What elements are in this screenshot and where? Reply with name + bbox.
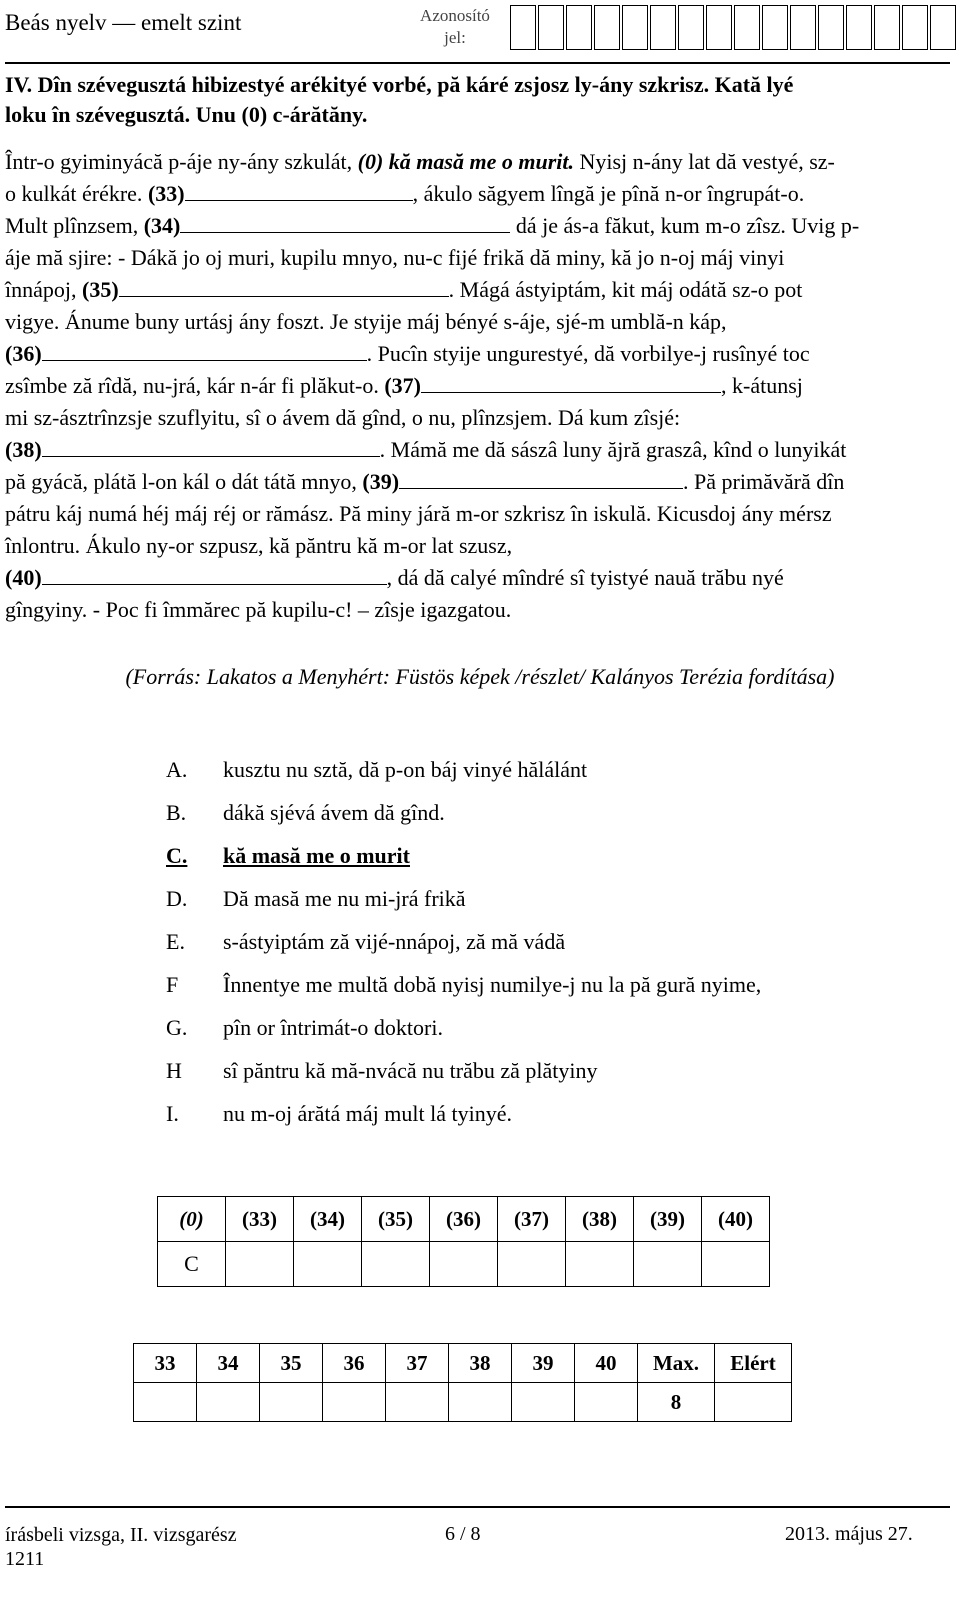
answer-cell-0: C — [158, 1242, 226, 1287]
answer-cell-37[interactable] — [498, 1242, 566, 1287]
id-box[interactable] — [678, 5, 704, 50]
header-rule — [5, 62, 950, 64]
id-box[interactable] — [510, 5, 536, 50]
score-cell-39[interactable] — [512, 1383, 575, 1422]
gap-33-label: (33) — [147, 181, 185, 206]
id-box[interactable] — [790, 5, 816, 50]
option-c: C. kă masă me o murit — [166, 843, 410, 868]
score-cell-40[interactable] — [575, 1383, 638, 1422]
answer-header-0: (0) — [158, 1197, 226, 1242]
id-box[interactable] — [818, 5, 844, 50]
score-cell-33[interactable] — [134, 1383, 197, 1422]
id-box[interactable] — [734, 5, 760, 50]
gap-33-blank[interactable] — [185, 178, 413, 201]
passage-line-15: gîngyiny. - Poc fi îmmărec pă kupilu-c! – zîsje igazgatou. — [5, 597, 512, 622]
answer-cell-38[interactable] — [566, 1242, 634, 1287]
score-cell-36[interactable] — [323, 1383, 386, 1422]
answer-table — [157, 1196, 770, 1287]
footer-code: 1211 — [5, 1548, 45, 1570]
option-e: E. s-ástyiptám ză vijé-nnápoj, ză mă vádă — [166, 929, 566, 954]
gap-35-label: (35) — [82, 277, 119, 302]
option-i: I. nu m-oj árătá máj mult lá tyinyé. — [166, 1101, 512, 1126]
footer-exam-name: írásbeli vizsga, II. vizsgarész — [5, 1524, 237, 1546]
passage-line-3: Mult plînzsem, (34) dá je ás-a făkut, kum m-o zîsz. Uvig p- — [5, 210, 955, 242]
answer-cell-34[interactable] — [294, 1242, 362, 1287]
passage-line-5: înnápoj, (35) . Mágá ástyiptám, kit máj odátă sz-o pot — [5, 274, 955, 306]
answer-header-38: (38) — [566, 1197, 634, 1242]
passage-line-9: mi sz-ásztrînzsje szuflyitu, sî o ávem dă gînd, o nu, plînzsjem. Dá kum zîsjé: — [5, 405, 681, 430]
gap-36-blank[interactable] — [42, 338, 367, 361]
passage-line-4: áje mă sjire: - Dákă jo oj muri, kupilu mnyo, nu-c fijé frikă dă miny, kă jo n-oj máj vinyi — [5, 245, 785, 270]
gap-39-blank[interactable] — [399, 466, 683, 489]
answer-header-39: (39) — [634, 1197, 702, 1242]
passage-line-12: pátru káj numá héj máj réj or rămász. Pă miny járă m-or szkrisz în iskulă. Kicusdoj ány mérsz — [5, 501, 832, 526]
id-box[interactable] — [594, 5, 620, 50]
gap-37-label: (37) — [384, 373, 421, 398]
score-header-37: 37 — [386, 1344, 449, 1383]
gap-35-blank[interactable] — [119, 274, 449, 297]
gap-37-blank[interactable] — [421, 370, 721, 393]
score-header-33: 33 — [134, 1344, 197, 1383]
answer-cell-33[interactable] — [226, 1242, 294, 1287]
task-title — [5, 70, 955, 130]
answer-table-answer-row — [158, 1242, 770, 1287]
score-table — [133, 1343, 792, 1422]
passage-line-2: o kulkát érékre. (33) , ákulo săgyem lîngă je pînă n-or îngrupát-o. — [5, 178, 955, 210]
id-box[interactable] — [538, 5, 564, 50]
id-box[interactable] — [650, 5, 676, 50]
score-header-achieved: Elért — [715, 1344, 792, 1383]
score-header-38: 38 — [449, 1344, 512, 1383]
score-cell-35[interactable] — [260, 1383, 323, 1422]
passage-line-11: pă gyácă, plátă l-on kál o dát tátă mnyo, (39) . Pă primăvără dîn — [5, 466, 955, 498]
option-h: H sî păntru kă mă-nvácă nu trăbu ză plătyiny — [166, 1058, 598, 1083]
answer-cell-39[interactable] — [634, 1242, 702, 1287]
answer-cell-35[interactable] — [362, 1242, 430, 1287]
gap-40-label: (40) — [5, 565, 42, 590]
gap-38-label: (38) — [5, 437, 42, 462]
option-f: F Înnentye me multă dobă nyisj numilye-j nu la pă gură nyime, — [166, 972, 762, 997]
score-cell-37[interactable] — [386, 1383, 449, 1422]
footer-date: 2013. május 27. — [785, 1523, 913, 1545]
id-label: Azonosító jel: — [420, 6, 490, 47]
passage-line-10: (38) . Mámă me dă sászâ luny ăjră graszâ, kînd o lunyikát — [5, 434, 955, 466]
option-b: B. dákă sjévá ávem dă gînd. — [166, 800, 445, 825]
id-boxes — [510, 5, 958, 50]
passage-line-8: zsîmbe ză rîdă, nu-jrá, kár n-ár fi plăkut-o. (37) , k-átunsj — [5, 370, 955, 402]
score-header-39: 39 — [512, 1344, 575, 1383]
id-box[interactable] — [846, 5, 872, 50]
passage-line-13: înlontru. Ákulo ny-or szpusz, kă păntru kă m-or lat szusz, — [5, 533, 513, 558]
option-d: D. Dă masă me nu mi-jrá frikă — [166, 886, 466, 911]
id-box[interactable] — [762, 5, 788, 50]
id-box[interactable] — [622, 5, 648, 50]
score-header-40: 40 — [575, 1344, 638, 1383]
passage-line-7: (36) . Pucîn styije ungurestyé, dă vorbilye-j rusînyé toc — [5, 338, 955, 370]
answer-header-33: (33) — [226, 1197, 294, 1242]
answer-cell-36[interactable] — [430, 1242, 498, 1287]
answer-header-36: (36) — [430, 1197, 498, 1242]
gap-40-blank[interactable] — [42, 562, 387, 585]
score-table-value-row — [134, 1383, 792, 1422]
id-box[interactable] — [566, 5, 592, 50]
task-title-line-2: loku în szévegusztá. Unu (0) c-árătăny. — [5, 102, 368, 127]
answer-header-35: (35) — [362, 1197, 430, 1242]
task-title-line-1: IV. Dîn szévegusztá hibizestyé arékityé vorbé, pă káré zsjosz ly-ány szkrisz. Kată lyé — [5, 72, 794, 97]
score-header-max: Max. — [638, 1344, 715, 1383]
answer-header-34: (34) — [294, 1197, 362, 1242]
score-cell-34[interactable] — [197, 1383, 260, 1422]
source-citation: (Forrás: Lakatos a Menyhért: Füstös képek /részlet/ Kalányos Terézia fordítása) — [125, 664, 835, 689]
passage-line-14: (40) , dá dă calyé mîndré sî tyistyé nauă trăbu nyé — [5, 562, 955, 594]
gap-36-label: (36) — [5, 341, 42, 366]
answer-header-37: (37) — [498, 1197, 566, 1242]
id-box[interactable] — [706, 5, 732, 50]
score-header-36: 36 — [323, 1344, 386, 1383]
header-title: Beás nyelv — emelt szint — [5, 10, 242, 35]
passage-line-1: Într-o gyiminyácă p-áje ny-ány szkulát, (0) kă masă me o murit. Nyisj n-ány lat dă vestyé, sz- — [5, 149, 835, 174]
answer-header-40: (40) — [702, 1197, 770, 1242]
footer-rule — [5, 1506, 950, 1508]
score-header-34: 34 — [197, 1344, 260, 1383]
option-g: G. pîn or întrimát-o doktori. — [166, 1015, 443, 1040]
answer-cell-40[interactable] — [702, 1242, 770, 1287]
answer-table-header-row — [158, 1197, 770, 1242]
footer-page-number: 6 / 8 — [445, 1523, 481, 1545]
gap-34-blank[interactable] — [180, 210, 510, 233]
gap-39-label: (39) — [362, 469, 400, 494]
gap-38-blank[interactable] — [42, 434, 380, 457]
passage-line-6: vigye. Ánume buny urtásj ány foszt. Je styije máj bényé s-áje, sjé-m umblă-n káp, — [5, 309, 727, 334]
score-cell-38[interactable] — [449, 1383, 512, 1422]
id-box[interactable] — [902, 5, 928, 50]
option-a: A. kusztu nu sztă, dă p-on báj vinyé hălálánt — [166, 757, 588, 782]
example-answer: (0) kă masă me o murit. — [357, 149, 574, 174]
id-box[interactable] — [874, 5, 900, 50]
score-header-35: 35 — [260, 1344, 323, 1383]
id-box[interactable] — [930, 5, 956, 50]
score-cell-max: 8 — [638, 1383, 715, 1422]
score-cell-achieved[interactable] — [715, 1383, 792, 1422]
gap-34-label: (34) — [143, 213, 181, 238]
score-table-header-row — [134, 1344, 792, 1383]
